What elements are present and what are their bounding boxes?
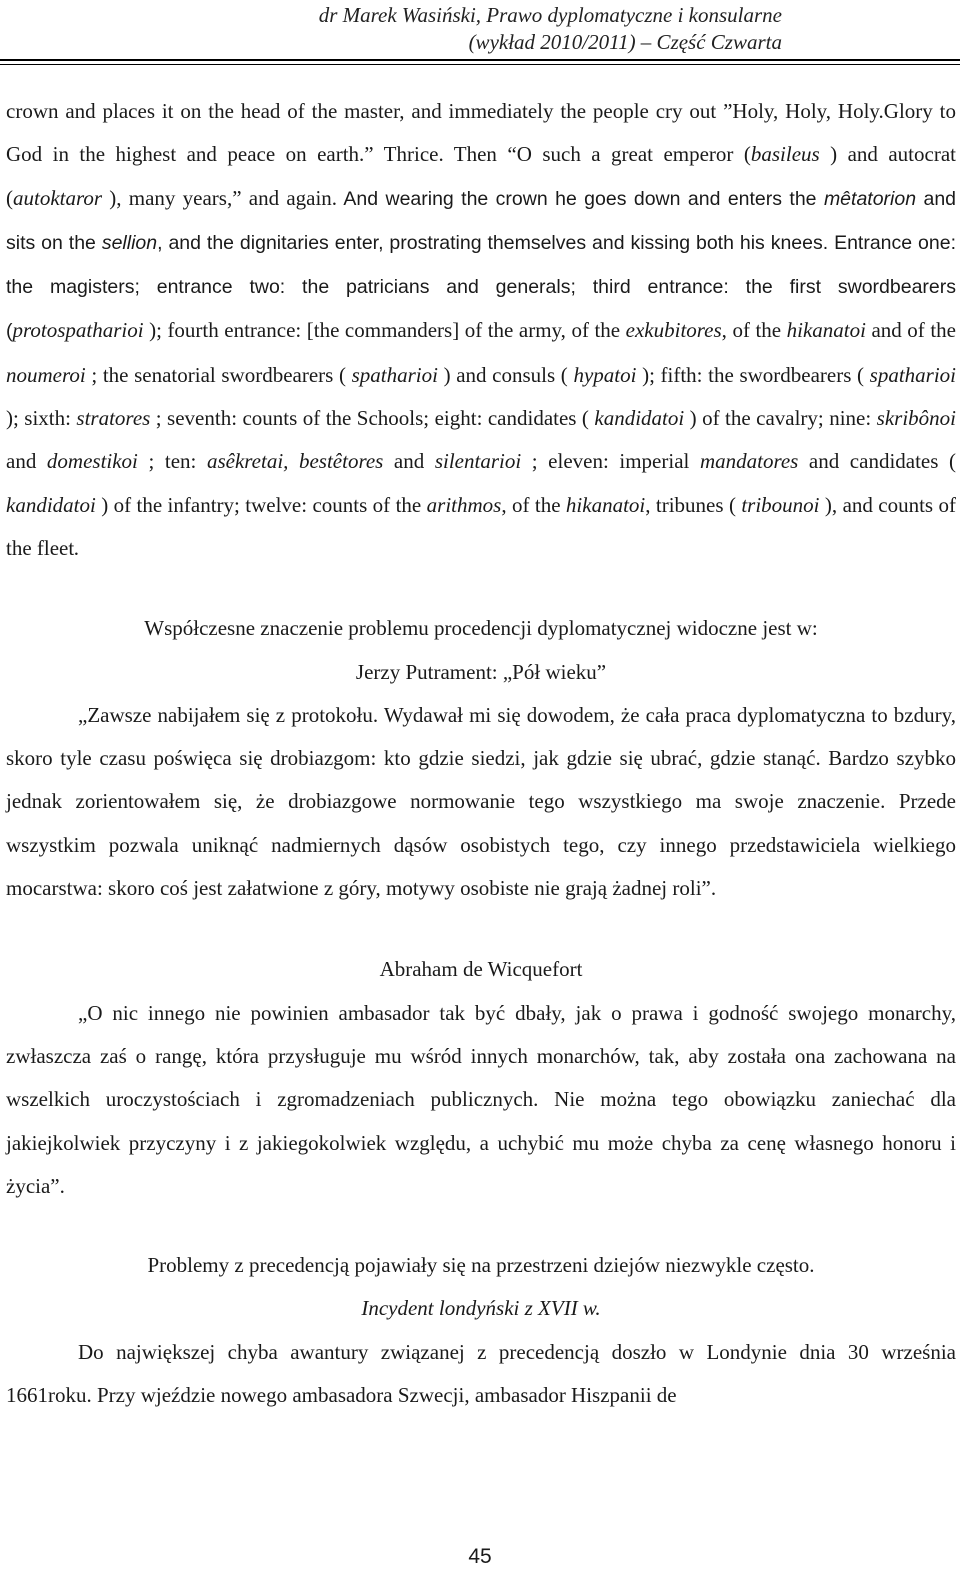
header-rule-thin xyxy=(0,64,960,65)
text-run: Entrance one: the magisters; entrance two: the patricians and generals; third entrance: the first swordbearers ( xyxy=(6,231,956,343)
term: mêtatorion xyxy=(823,187,917,210)
text-run: and xyxy=(6,449,47,474)
term: kandidatoi xyxy=(6,492,96,517)
section-intro: Współczesne znaczenie problemu procedencji dyplomatycznej widoczne jest w: xyxy=(144,616,818,641)
term: domestikoi xyxy=(46,449,138,474)
term: noumeroi xyxy=(6,362,86,387)
term: protospatharioi xyxy=(12,318,144,343)
term: stratores xyxy=(76,406,151,431)
term: silentarioi xyxy=(434,449,522,474)
text-run: ) of the infantry; twelve: counts of the xyxy=(95,492,427,517)
text-run: ), many years,” and again. xyxy=(102,185,338,210)
term: kandidatoi xyxy=(594,406,685,431)
page-body xyxy=(6,90,956,1417)
term: spatharioi xyxy=(869,362,957,387)
text-run: , of the xyxy=(721,318,787,343)
text-run: , of the xyxy=(501,492,566,517)
text-run: ); fourth entrance: [the commanders] of the army, of the xyxy=(143,318,626,343)
precedence-intro: Problemy z precedencją pojawiały się na przestrzeni dziejów niezwykle często. xyxy=(147,1253,815,1278)
text-run: crown and places it on the head of the master, and immediately the people cry out ”Holy, Holy, Holy.Glory to God in the highest and peace on earth.” Thrice. Then “O such a great emperor ( xyxy=(6,99,956,167)
subtitle-text: Incydent londyński z XVII w. xyxy=(361,1296,601,1321)
quote-wicquefort: „O nic innego nie powinien ambasador tak być dbały, jak o prawa i godność swojego monarchy, zwłaszcza zaś o rangę, która przysługuje mu wśród innych monarchów, tak, aby została ona zachowana na wszelkich uroczystościach i zgromadzeniach publicznych. Nie można tego obowiązku zaniechać dla jakiejkolwiek przyczyny i z jakiegokolwiek względu, a uchybić mu może chyba za cenę własnego honoru i życia”. xyxy=(6,1000,956,1198)
text-run: and xyxy=(383,449,435,474)
term: sellion xyxy=(101,231,158,254)
text-run: ) and autocrat ( xyxy=(6,142,956,210)
quote-source: Jerzy Putrament: „Pół wieku” xyxy=(355,659,607,684)
text-run: ) and consuls ( xyxy=(437,362,574,387)
text-run: ; the senatorial swordbearers ( xyxy=(85,362,352,387)
text-run: and of the xyxy=(865,318,956,343)
page-number: 45 xyxy=(468,1545,492,1568)
text-run: ; seventh: counts of the Schools; eight: candidates ( xyxy=(150,406,595,431)
quote-putrament: „Zawsze nabijałem się z protokołu. Wydawał mi się dowodem, że cała praca dyplomatyczna to bzdury, skoro tyle czasu poświęca się drobiazgom: kto gdzie siedzi, jak gdzie się ubrać, gdzie stanąć. Bardzo szybko jednak zorientowałem się, że drobiazgowe normowanie tego wszystkiego ma swoje znaczenie. Przede wszystkim pozwala uniknąć nadmiernych dąsów osobistych tego, czy innego przedstawiciela wielkiego mocarstwa: skoro coś jest załatwione z góry, motywy osobiste nie grają żadnej roli”. xyxy=(6,702,956,901)
quote-author: Abraham de Wicquefort xyxy=(379,957,583,982)
section-subtitle xyxy=(6,1287,956,1330)
text-run: ); fifth: the swordbearers ( xyxy=(636,362,870,387)
text-run: And wearing the crown he goes down and enters the xyxy=(337,187,824,210)
text-run: ; ten: xyxy=(137,449,207,474)
header-rule-thick xyxy=(0,59,960,61)
text-run: ); sixth: xyxy=(6,406,77,431)
text-run: , and the dignitaries enter, prostrating themselves and kissing both his knees. xyxy=(157,231,829,254)
term: hikanatoi xyxy=(786,318,866,343)
text-run: ; eleven: imperial xyxy=(521,449,700,474)
term: mandatores xyxy=(699,449,799,474)
term: skribônoi xyxy=(876,406,956,431)
term: hikanatoi xyxy=(565,492,646,517)
incident-paragraph: Do największej chyba awantury związanej z precedencją doszło w Londynie dnia 30 września 1661roku. Przy wjeździe nowego ambasadora Szwecji, ambasador Hiszpanii de xyxy=(6,1339,956,1408)
header-title: dr Marek Wasiński, Prawo dyplomatyczne i konsularne xyxy=(318,3,782,27)
header-subtitle: (wykład 2010/2011) – Część Czwarta xyxy=(468,30,782,54)
spacer xyxy=(6,570,956,607)
spacer xyxy=(6,910,956,948)
term: hypatoi xyxy=(573,362,637,387)
text-run: ), and counts of the fleet xyxy=(6,492,956,560)
text-run: , tribunes ( xyxy=(645,492,742,517)
passage-ceremony xyxy=(6,90,956,570)
text-run: and sits on the xyxy=(6,187,957,254)
term: tribounoi xyxy=(741,492,820,517)
running-header xyxy=(0,0,960,58)
text-run: . xyxy=(74,535,80,560)
term: arithmos xyxy=(426,492,502,517)
term: asêkretai, bestêtores xyxy=(206,449,384,474)
text-run: ) of the cavalry; nine: xyxy=(684,406,877,431)
text-run: and candidates ( xyxy=(798,449,956,474)
term: spatharioi xyxy=(351,362,438,387)
term: autoktaror xyxy=(13,185,103,210)
term: exkubitores xyxy=(625,318,722,343)
term: basileus xyxy=(750,142,820,167)
spacer xyxy=(6,1208,956,1244)
